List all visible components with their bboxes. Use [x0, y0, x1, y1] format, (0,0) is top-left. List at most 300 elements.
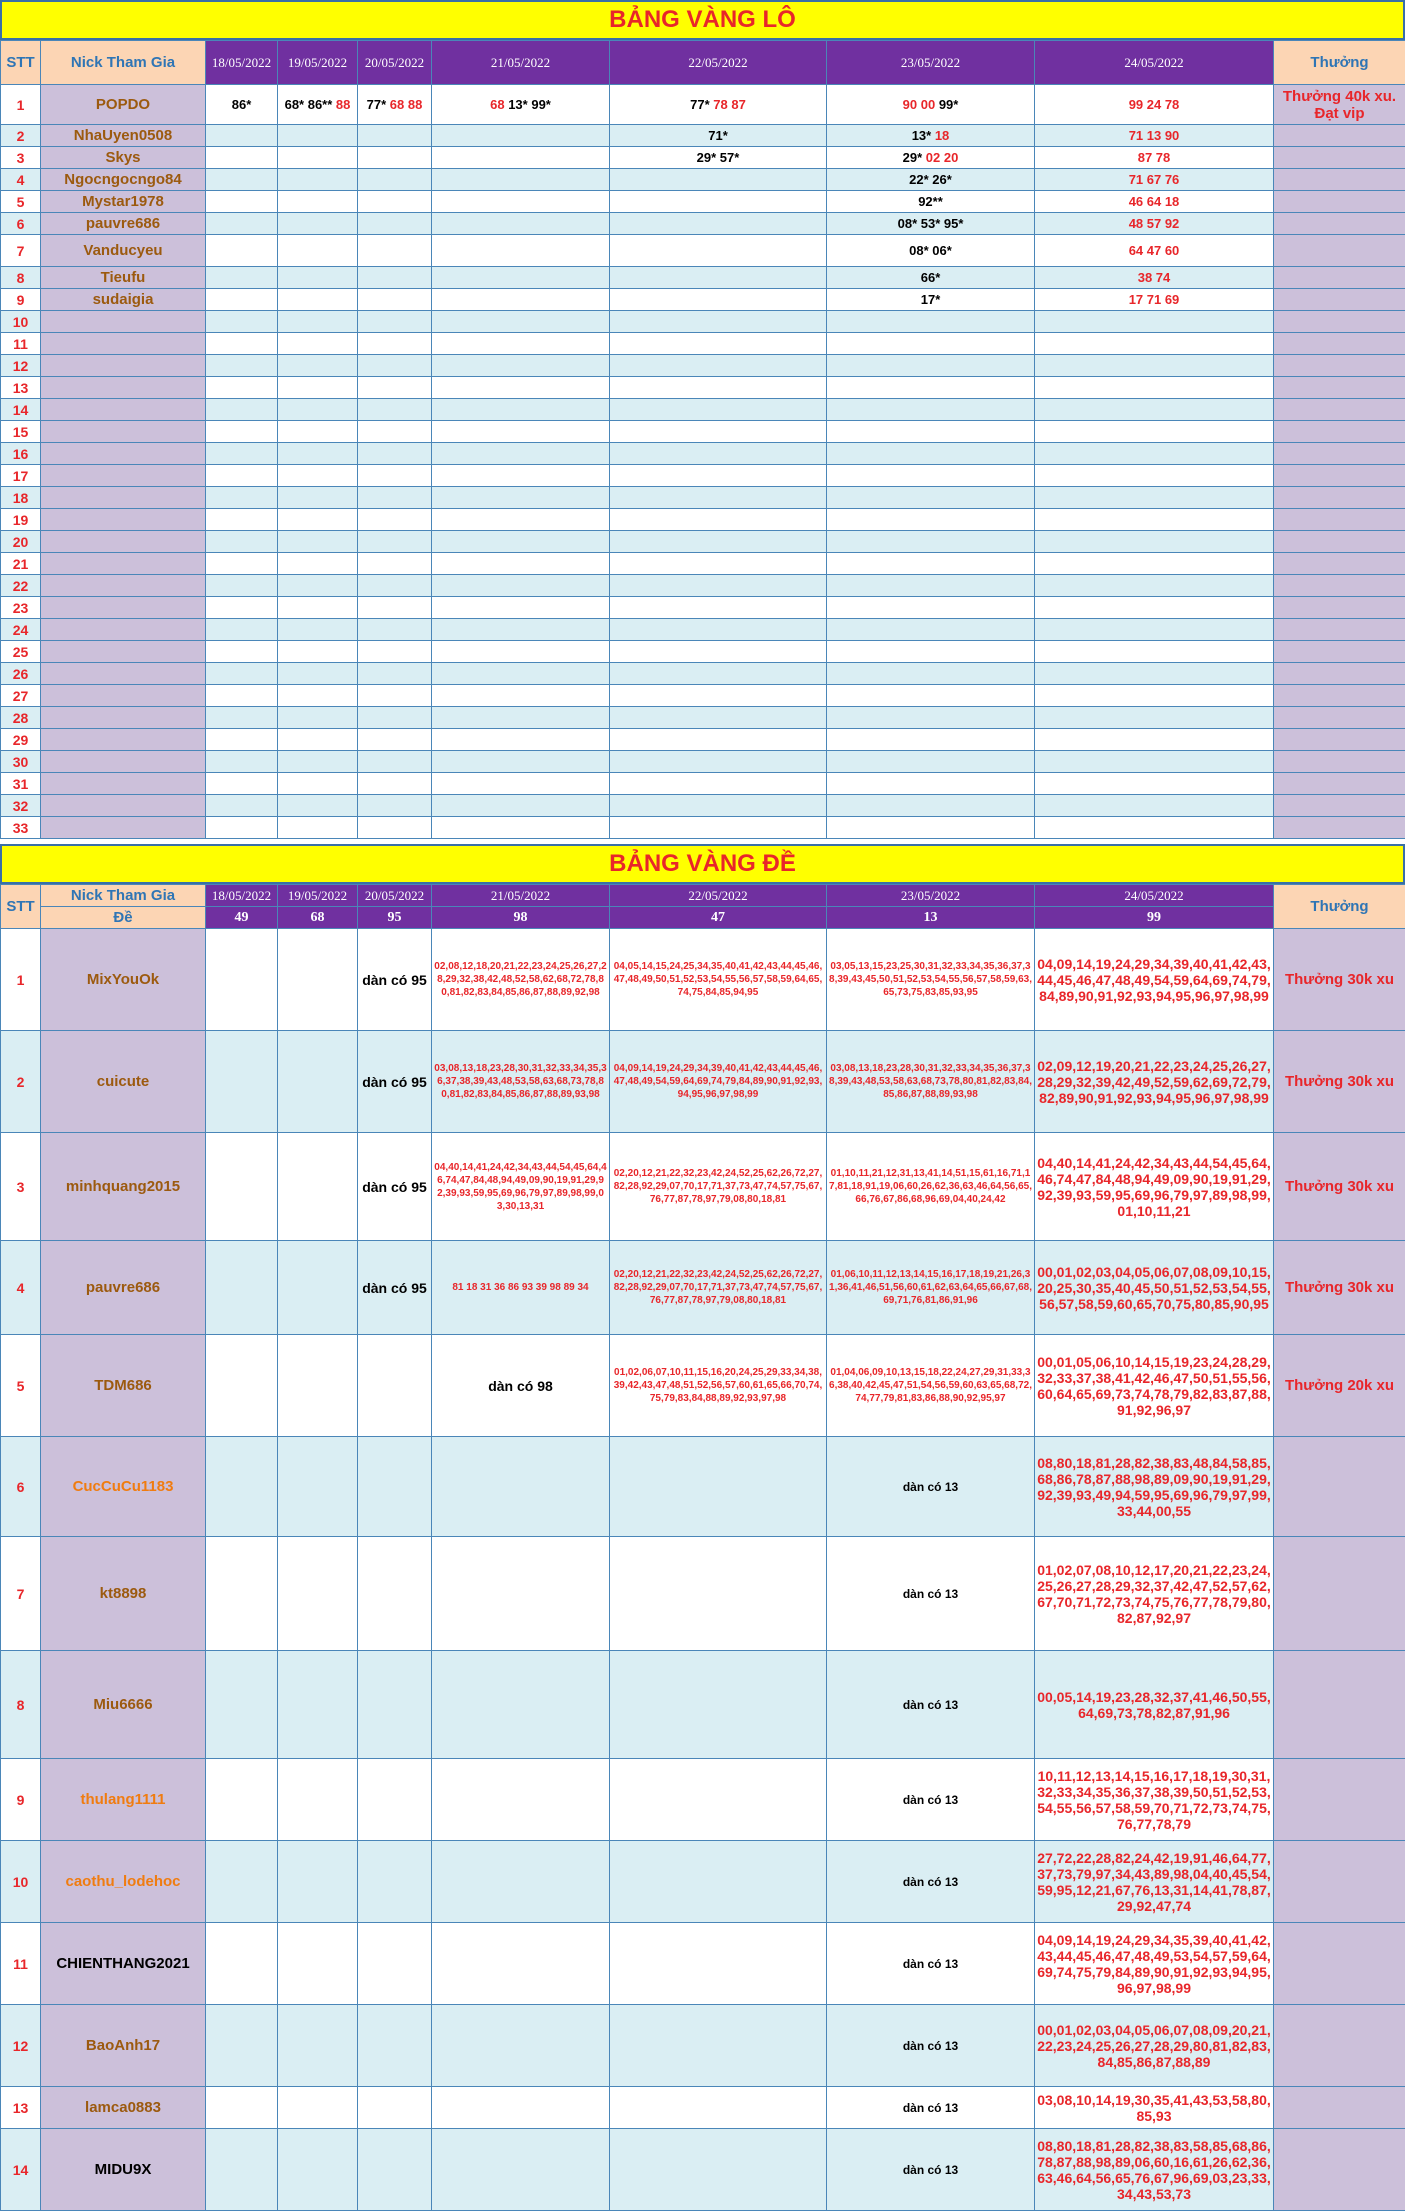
lo-cell[interactable] — [278, 751, 358, 773]
lo-cell[interactable] — [827, 553, 1035, 575]
lo-cell[interactable] — [278, 619, 358, 641]
lo-cell[interactable] — [358, 125, 432, 147]
lo-row-nick[interactable] — [41, 355, 206, 377]
de-cell[interactable] — [206, 1537, 278, 1651]
lo-cell[interactable] — [1035, 443, 1274, 465]
de-cell[interactable] — [206, 1759, 278, 1841]
lo-cell[interactable] — [432, 399, 610, 421]
de-cell[interactable] — [432, 2129, 610, 2211]
lo-cell[interactable] — [206, 575, 278, 597]
lo-cell[interactable] — [1035, 751, 1274, 773]
lo-cell[interactable] — [358, 509, 432, 531]
lo-cell[interactable] — [432, 487, 610, 509]
lo-cell[interactable] — [432, 817, 610, 839]
lo-cell[interactable] — [358, 553, 432, 575]
lo-cell[interactable] — [1035, 213, 1274, 235]
lo-cell[interactable] — [610, 729, 827, 751]
lo-cell[interactable] — [432, 355, 610, 377]
lo-cell[interactable] — [206, 85, 278, 125]
de-cell[interactable] — [432, 1841, 610, 1923]
lo-cell[interactable] — [278, 531, 358, 553]
lo-cell[interactable] — [827, 575, 1035, 597]
lo-row-nick[interactable] — [41, 575, 206, 597]
de-cell[interactable] — [278, 2129, 358, 2211]
lo-cell[interactable] — [1035, 487, 1274, 509]
de-cell[interactable] — [432, 2087, 610, 2129]
de-cell[interactable] — [827, 1841, 1035, 1923]
lo-cell[interactable] — [206, 399, 278, 421]
lo-cell[interactable] — [358, 169, 432, 191]
lo-cell[interactable] — [610, 289, 827, 311]
lo-cell[interactable] — [827, 289, 1035, 311]
lo-cell[interactable] — [278, 575, 358, 597]
lo-cell[interactable] — [358, 147, 432, 169]
lo-cell[interactable] — [278, 707, 358, 729]
lo-cell[interactable] — [206, 377, 278, 399]
lo-row-nick[interactable]: NhaUyen0508 — [41, 125, 206, 147]
lo-cell[interactable] — [1035, 399, 1274, 421]
lo-cell[interactable] — [610, 487, 827, 509]
de-row-nick[interactable]: CHIENTHANG2021 — [41, 1923, 206, 2005]
de-cell[interactable] — [1035, 1437, 1274, 1537]
lo-cell[interactable] — [206, 465, 278, 487]
de-cell[interactable] — [206, 1335, 278, 1437]
lo-cell[interactable] — [1035, 125, 1274, 147]
lo-cell[interactable] — [432, 795, 610, 817]
lo-cell[interactable] — [206, 213, 278, 235]
de-cell[interactable] — [610, 1335, 827, 1437]
lo-cell[interactable] — [1035, 235, 1274, 267]
lo-cell[interactable] — [432, 267, 610, 289]
lo-cell[interactable] — [827, 235, 1035, 267]
lo-cell[interactable] — [610, 553, 827, 575]
lo-cell[interactable] — [278, 399, 358, 421]
de-cell[interactable] — [1035, 1759, 1274, 1841]
lo-cell[interactable] — [358, 773, 432, 795]
lo-row-nick[interactable] — [41, 707, 206, 729]
lo-cell[interactable] — [206, 267, 278, 289]
lo-row-nick[interactable] — [41, 487, 206, 509]
de-row-nick[interactable]: BaoAnh17 — [41, 2005, 206, 2087]
de-cell[interactable] — [610, 1841, 827, 1923]
lo-cell[interactable] — [827, 795, 1035, 817]
lo-cell[interactable] — [1035, 465, 1274, 487]
lo-cell[interactable] — [1035, 553, 1274, 575]
de-cell[interactable] — [358, 1759, 432, 1841]
de-cell[interactable] — [206, 1841, 278, 1923]
de-cell[interactable] — [432, 1759, 610, 1841]
lo-cell[interactable] — [827, 707, 1035, 729]
de-row-nick[interactable]: pauvre686 — [41, 1241, 206, 1335]
lo-cell[interactable] — [432, 125, 610, 147]
de-cell[interactable] — [206, 1031, 278, 1133]
de-cell[interactable] — [827, 1437, 1035, 1537]
lo-cell[interactable] — [432, 663, 610, 685]
de-cell[interactable] — [827, 2129, 1035, 2211]
de-cell[interactable] — [278, 1133, 358, 1241]
lo-cell[interactable] — [827, 685, 1035, 707]
lo-cell[interactable] — [278, 641, 358, 663]
lo-cell[interactable] — [206, 421, 278, 443]
lo-row-nick[interactable] — [41, 619, 206, 641]
lo-cell[interactable] — [827, 817, 1035, 839]
lo-cell[interactable] — [610, 773, 827, 795]
lo-cell[interactable] — [206, 169, 278, 191]
de-row-nick[interactable]: kt8898 — [41, 1537, 206, 1651]
lo-row-nick[interactable] — [41, 751, 206, 773]
de-cell[interactable] — [1035, 1133, 1274, 1241]
lo-cell[interactable] — [278, 597, 358, 619]
lo-cell[interactable] — [358, 817, 432, 839]
de-cell[interactable] — [358, 1031, 432, 1133]
lo-cell[interactable] — [206, 685, 278, 707]
lo-row-nick[interactable] — [41, 465, 206, 487]
lo-cell[interactable] — [358, 707, 432, 729]
de-cell[interactable] — [827, 1651, 1035, 1759]
de-row-nick[interactable]: lamca0883 — [41, 2087, 206, 2129]
de-cell[interactable] — [827, 929, 1035, 1031]
lo-cell[interactable] — [358, 443, 432, 465]
lo-row-nick[interactable] — [41, 597, 206, 619]
de-cell[interactable] — [610, 1923, 827, 2005]
lo-cell[interactable] — [1035, 817, 1274, 839]
lo-cell[interactable] — [432, 213, 610, 235]
de-cell[interactable] — [358, 1437, 432, 1537]
lo-row-nick[interactable] — [41, 399, 206, 421]
lo-cell[interactable] — [610, 213, 827, 235]
lo-cell[interactable] — [278, 235, 358, 267]
lo-cell[interactable] — [1035, 267, 1274, 289]
de-cell[interactable] — [206, 2129, 278, 2211]
lo-cell[interactable] — [206, 663, 278, 685]
de-cell[interactable] — [358, 1133, 432, 1241]
de-cell[interactable] — [610, 1241, 827, 1335]
de-cell[interactable] — [1035, 929, 1274, 1031]
de-cell[interactable] — [278, 1651, 358, 1759]
de-cell[interactable] — [278, 1923, 358, 2005]
lo-cell[interactable] — [610, 465, 827, 487]
lo-row-nick[interactable] — [41, 421, 206, 443]
de-cell[interactable] — [610, 929, 827, 1031]
de-cell[interactable] — [610, 1537, 827, 1651]
lo-row-nick[interactable] — [41, 377, 206, 399]
de-cell[interactable] — [432, 1133, 610, 1241]
de-cell[interactable] — [610, 2005, 827, 2087]
de-cell[interactable] — [206, 1241, 278, 1335]
lo-cell[interactable] — [432, 235, 610, 267]
lo-cell[interactable] — [1035, 575, 1274, 597]
lo-cell[interactable] — [358, 289, 432, 311]
lo-cell[interactable] — [432, 619, 610, 641]
de-cell[interactable] — [827, 2005, 1035, 2087]
de-cell[interactable] — [1035, 2087, 1274, 2129]
lo-cell[interactable] — [206, 707, 278, 729]
lo-cell[interactable] — [610, 619, 827, 641]
lo-cell[interactable] — [278, 817, 358, 839]
de-cell[interactable] — [278, 1335, 358, 1437]
de-cell[interactable] — [1035, 1537, 1274, 1651]
de-cell[interactable] — [278, 1841, 358, 1923]
lo-cell[interactable] — [278, 421, 358, 443]
lo-row-nick[interactable]: Mystar1978 — [41, 191, 206, 213]
de-cell[interactable] — [610, 1031, 827, 1133]
de-cell[interactable] — [432, 1651, 610, 1759]
de-cell[interactable] — [1035, 2129, 1274, 2211]
lo-cell[interactable] — [358, 213, 432, 235]
lo-cell[interactable] — [827, 85, 1035, 125]
lo-cell[interactable] — [827, 191, 1035, 213]
lo-cell[interactable] — [827, 751, 1035, 773]
de-cell[interactable] — [1035, 1335, 1274, 1437]
de-cell[interactable] — [432, 1031, 610, 1133]
lo-cell[interactable] — [432, 421, 610, 443]
de-cell[interactable] — [610, 2129, 827, 2211]
lo-cell[interactable] — [827, 147, 1035, 169]
lo-cell[interactable] — [610, 575, 827, 597]
lo-cell[interactable] — [432, 641, 610, 663]
de-row-nick[interactable]: caothu_lodehoc — [41, 1841, 206, 1923]
de-cell[interactable] — [827, 1759, 1035, 1841]
lo-cell[interactable] — [610, 641, 827, 663]
lo-cell[interactable] — [358, 729, 432, 751]
lo-cell[interactable] — [358, 597, 432, 619]
lo-row-nick[interactable] — [41, 641, 206, 663]
lo-cell[interactable] — [278, 685, 358, 707]
de-cell[interactable] — [610, 1651, 827, 1759]
lo-cell[interactable] — [827, 531, 1035, 553]
lo-cell[interactable] — [206, 289, 278, 311]
lo-cell[interactable] — [827, 443, 1035, 465]
lo-row-nick[interactable]: sudaigia — [41, 289, 206, 311]
de-cell[interactable] — [432, 1437, 610, 1537]
lo-cell[interactable] — [432, 465, 610, 487]
lo-cell[interactable] — [610, 85, 827, 125]
lo-cell[interactable] — [1035, 597, 1274, 619]
lo-cell[interactable] — [610, 333, 827, 355]
lo-cell[interactable] — [206, 355, 278, 377]
de-cell[interactable] — [1035, 1241, 1274, 1335]
lo-row-nick[interactable] — [41, 509, 206, 531]
lo-cell[interactable] — [432, 169, 610, 191]
lo-cell[interactable] — [278, 729, 358, 751]
lo-cell[interactable] — [206, 125, 278, 147]
lo-cell[interactable] — [206, 443, 278, 465]
lo-cell[interactable] — [206, 729, 278, 751]
lo-row-nick[interactable] — [41, 817, 206, 839]
lo-row-nick[interactable] — [41, 663, 206, 685]
lo-cell[interactable] — [432, 553, 610, 575]
lo-cell[interactable] — [206, 817, 278, 839]
lo-cell[interactable] — [1035, 795, 1274, 817]
de-cell[interactable] — [432, 929, 610, 1031]
lo-cell[interactable] — [610, 147, 827, 169]
lo-cell[interactable] — [432, 191, 610, 213]
lo-cell[interactable] — [432, 751, 610, 773]
lo-cell[interactable] — [827, 311, 1035, 333]
lo-cell[interactable] — [206, 597, 278, 619]
de-cell[interactable] — [432, 1335, 610, 1437]
de-cell[interactable] — [206, 1133, 278, 1241]
lo-cell[interactable] — [827, 619, 1035, 641]
lo-cell[interactable] — [610, 795, 827, 817]
lo-cell[interactable] — [358, 377, 432, 399]
lo-cell[interactable] — [278, 553, 358, 575]
lo-cell[interactable] — [827, 213, 1035, 235]
de-cell[interactable] — [358, 1651, 432, 1759]
lo-cell[interactable] — [1035, 707, 1274, 729]
lo-cell[interactable] — [610, 125, 827, 147]
lo-cell[interactable] — [278, 289, 358, 311]
lo-cell[interactable] — [358, 751, 432, 773]
de-cell[interactable] — [358, 1841, 432, 1923]
de-cell[interactable] — [610, 1133, 827, 1241]
de-row-nick[interactable]: cuicute — [41, 1031, 206, 1133]
lo-cell[interactable] — [432, 685, 610, 707]
de-cell[interactable] — [432, 1241, 610, 1335]
lo-cell[interactable] — [278, 191, 358, 213]
lo-cell[interactable] — [1035, 531, 1274, 553]
lo-cell[interactable] — [610, 707, 827, 729]
de-cell[interactable] — [278, 1759, 358, 1841]
lo-cell[interactable] — [206, 795, 278, 817]
de-cell[interactable] — [358, 1923, 432, 2005]
lo-cell[interactable] — [827, 333, 1035, 355]
de-row-nick[interactable]: minhquang2015 — [41, 1133, 206, 1241]
lo-cell[interactable] — [432, 443, 610, 465]
lo-cell[interactable] — [827, 641, 1035, 663]
lo-cell[interactable] — [827, 663, 1035, 685]
lo-row-nick[interactable] — [41, 795, 206, 817]
lo-cell[interactable] — [827, 399, 1035, 421]
lo-cell[interactable] — [206, 191, 278, 213]
lo-cell[interactable] — [610, 531, 827, 553]
lo-cell[interactable] — [278, 443, 358, 465]
de-cell[interactable] — [206, 1437, 278, 1537]
lo-row-nick[interactable]: POPDO — [41, 85, 206, 125]
lo-cell[interactable] — [206, 333, 278, 355]
lo-cell[interactable] — [827, 125, 1035, 147]
de-row-nick[interactable]: TDM686 — [41, 1335, 206, 1437]
lo-cell[interactable] — [610, 267, 827, 289]
lo-cell[interactable] — [432, 729, 610, 751]
lo-cell[interactable] — [358, 465, 432, 487]
lo-cell[interactable] — [1035, 685, 1274, 707]
lo-cell[interactable] — [278, 487, 358, 509]
lo-cell[interactable] — [432, 707, 610, 729]
lo-cell[interactable] — [358, 531, 432, 553]
lo-cell[interactable] — [1035, 85, 1274, 125]
lo-cell[interactable] — [206, 553, 278, 575]
lo-cell[interactable] — [358, 333, 432, 355]
lo-cell[interactable] — [358, 311, 432, 333]
lo-cell[interactable] — [827, 267, 1035, 289]
lo-cell[interactable] — [278, 213, 358, 235]
lo-cell[interactable] — [1035, 311, 1274, 333]
lo-cell[interactable] — [278, 377, 358, 399]
lo-cell[interactable] — [432, 531, 610, 553]
de-cell[interactable] — [827, 1133, 1035, 1241]
lo-cell[interactable] — [1035, 729, 1274, 751]
lo-cell[interactable] — [827, 487, 1035, 509]
lo-cell[interactable] — [827, 597, 1035, 619]
lo-cell[interactable] — [1035, 355, 1274, 377]
de-cell[interactable] — [1035, 1651, 1274, 1759]
lo-cell[interactable] — [358, 619, 432, 641]
lo-cell[interactable] — [827, 169, 1035, 191]
lo-cell[interactable] — [1035, 773, 1274, 795]
de-cell[interactable] — [206, 2087, 278, 2129]
lo-cell[interactable] — [278, 773, 358, 795]
lo-cell[interactable] — [827, 377, 1035, 399]
lo-cell[interactable] — [610, 509, 827, 531]
de-cell[interactable] — [1035, 1031, 1274, 1133]
lo-cell[interactable] — [358, 421, 432, 443]
de-cell[interactable] — [278, 1537, 358, 1651]
lo-cell[interactable] — [206, 147, 278, 169]
lo-cell[interactable] — [827, 729, 1035, 751]
de-cell[interactable] — [358, 2087, 432, 2129]
lo-cell[interactable] — [610, 597, 827, 619]
de-cell[interactable] — [827, 1031, 1035, 1133]
de-cell[interactable] — [432, 1537, 610, 1651]
lo-cell[interactable] — [278, 169, 358, 191]
lo-cell[interactable] — [432, 575, 610, 597]
de-cell[interactable] — [278, 1241, 358, 1335]
de-cell[interactable] — [827, 1241, 1035, 1335]
lo-cell[interactable] — [610, 663, 827, 685]
lo-cell[interactable] — [1035, 147, 1274, 169]
lo-row-nick[interactable] — [41, 553, 206, 575]
lo-cell[interactable] — [206, 641, 278, 663]
lo-cell[interactable] — [278, 333, 358, 355]
lo-cell[interactable] — [432, 311, 610, 333]
lo-cell[interactable] — [827, 421, 1035, 443]
lo-cell[interactable] — [358, 399, 432, 421]
lo-cell[interactable] — [206, 773, 278, 795]
lo-cell[interactable] — [1035, 333, 1274, 355]
lo-cell[interactable] — [358, 795, 432, 817]
de-cell[interactable] — [206, 929, 278, 1031]
lo-cell[interactable] — [278, 147, 358, 169]
de-row-nick[interactable]: Miu6666 — [41, 1651, 206, 1759]
lo-row-nick[interactable]: pauvre686 — [41, 213, 206, 235]
de-row-nick[interactable]: MIDU9X — [41, 2129, 206, 2211]
lo-cell[interactable] — [432, 333, 610, 355]
lo-cell[interactable] — [358, 487, 432, 509]
de-cell[interactable] — [827, 1335, 1035, 1437]
lo-cell[interactable] — [1035, 191, 1274, 213]
lo-cell[interactable] — [358, 235, 432, 267]
lo-cell[interactable] — [1035, 421, 1274, 443]
lo-cell[interactable] — [206, 487, 278, 509]
lo-cell[interactable] — [278, 267, 358, 289]
de-cell[interactable] — [1035, 1841, 1274, 1923]
lo-cell[interactable] — [358, 191, 432, 213]
lo-cell[interactable] — [610, 235, 827, 267]
lo-cell[interactable] — [827, 465, 1035, 487]
lo-cell[interactable] — [432, 377, 610, 399]
lo-cell[interactable] — [1035, 169, 1274, 191]
lo-cell[interactable] — [610, 751, 827, 773]
de-row-nick[interactable]: MixYouOk — [41, 929, 206, 1031]
de-cell[interactable] — [206, 1923, 278, 2005]
lo-cell[interactable] — [432, 289, 610, 311]
lo-row-nick[interactable] — [41, 443, 206, 465]
de-cell[interactable] — [1035, 1923, 1274, 2005]
lo-row-nick[interactable]: Ngocngocngo84 — [41, 169, 206, 191]
lo-cell[interactable] — [610, 355, 827, 377]
lo-cell[interactable] — [610, 399, 827, 421]
